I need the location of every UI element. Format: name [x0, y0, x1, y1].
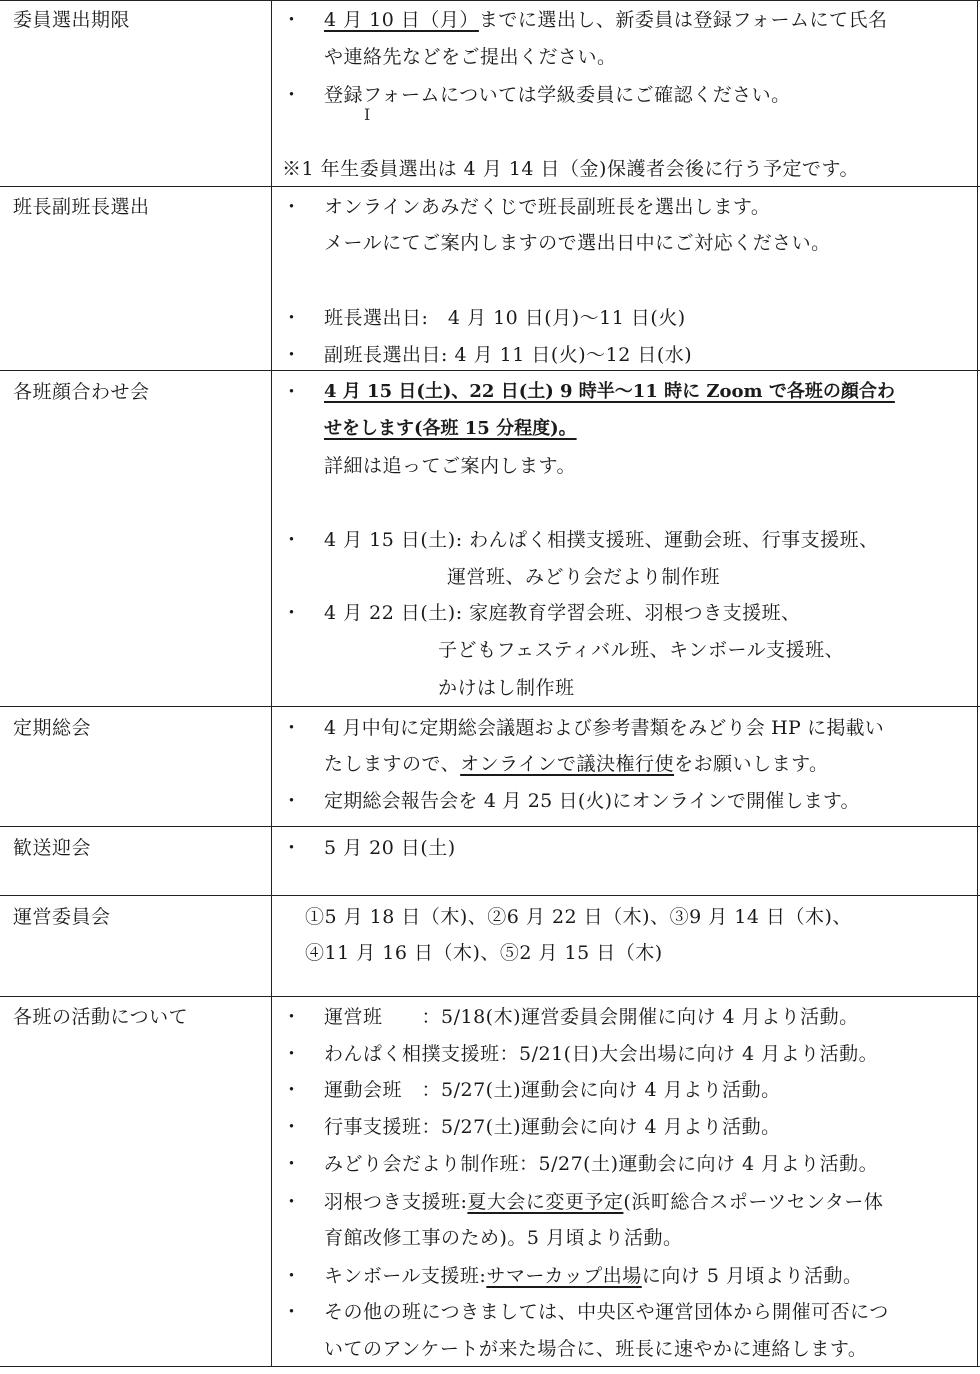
- column-divider: [271, 0, 272, 1366]
- table-border-top: [0, 0, 980, 1]
- katsudo-line4: 行事支援班：5/27(土)運動会に向け 4 月より活動。: [324, 1116, 781, 1138]
- katsudo-line5: みどり会だより制作班：5/27(土)運動会に向け 4 月より活動。: [324, 1153, 879, 1175]
- summer-tournament-change: 夏大会に変更予定: [467, 1191, 624, 1213]
- teiki-line2-c: をお願いします。: [674, 753, 829, 775]
- row-divider: [0, 996, 980, 997]
- kaoawase-line5: 運営班、みどり会だより制作班: [447, 566, 721, 588]
- bullet: ・: [282, 717, 302, 739]
- row-divider: [0, 826, 980, 827]
- hancho-line1: オンラインあみだくじで班長副班長を選出します。: [324, 196, 771, 218]
- text-cursor-icon: I: [364, 105, 371, 124]
- katsudo-line6: [324, 1190, 883, 1214]
- bullet: ・: [282, 1265, 302, 1287]
- teiki-line2-a: たしますので、: [324, 753, 461, 775]
- summer-cup-entry: サマーカップ出場: [486, 1265, 642, 1287]
- bullet: ・: [282, 1079, 302, 1101]
- table-border-bottom: [0, 1366, 980, 1367]
- label-iin-senshutsu: 委員選出期限: [13, 9, 131, 31]
- online-vote: オンラインで議決権行使: [460, 753, 675, 775]
- katsudo-line7: 育館改修工事のため)。5 月頃より活動。: [324, 1227, 683, 1249]
- bullet: ・: [282, 381, 302, 403]
- bullet: ・: [282, 1153, 302, 1175]
- teiki-line3: 定期総会報告会を 4 月 25 日(火)にオンラインで開催します。: [324, 790, 860, 812]
- katsudo-line3: 運動会班 ：5/27(土)運動会に向け 4 月より活動。: [324, 1079, 781, 1101]
- bullet: ・: [282, 1116, 302, 1138]
- bullet: ・: [282, 196, 302, 218]
- label-hancho: 班長副班長選出: [13, 196, 150, 218]
- katsudo-line8: [324, 1264, 862, 1288]
- label-katsudo: 各班の活動について: [13, 1006, 189, 1028]
- bullet: ・: [282, 602, 302, 624]
- row-divider: [0, 706, 980, 707]
- label-kansogei: 歓送迎会: [13, 837, 92, 859]
- hancho-line4: 副班長選出日: 4 月 11 日(火)～12 日(水): [324, 344, 693, 366]
- kaoawase-line8: かけはし制作班: [438, 677, 575, 699]
- katsudo-line6-c: (浜町総合スポーツセンター体: [623, 1191, 884, 1213]
- katsudo-line8-a: キンボール支援班:: [324, 1265, 487, 1287]
- bullet: ・: [282, 307, 302, 329]
- row-divider: [0, 370, 980, 371]
- teiki-line1: 4 月中旬に定期総会議題および参考書類をみどり会 HP に掲載い: [324, 717, 884, 739]
- iin-line1-rest: までに選出し、新委員は登録フォームにて氏名: [478, 9, 888, 31]
- iin-line1: [324, 8, 887, 32]
- kaoawase-line4: 4 月 15 日(土): わんぱく相撲支援班、運動会班、行事支援班、: [324, 529, 879, 551]
- katsudo-line6-a: 羽根つき支援班:: [324, 1191, 468, 1213]
- row-divider: [0, 895, 980, 896]
- bullet: ・: [282, 1191, 302, 1213]
- bullet: ・: [282, 1006, 302, 1028]
- iin-line2: や連絡先などをご提出ください。: [324, 46, 617, 68]
- iin-line3: 登録フォームについては学級委員にご確認ください。: [324, 84, 791, 106]
- kaoawase-line7: 子どもフェスティバル班、キンボール支援班、: [438, 639, 845, 661]
- kaoawase-line6: 4 月 22 日(土): 家庭教育学習会班、羽根つき支援班、: [324, 602, 801, 624]
- bullet: ・: [282, 84, 302, 106]
- bullet: ・: [282, 790, 302, 812]
- unei-line1: ①5 月 18 日（木)、②6 月 22 日（木)、③9 月 14 日（木)、: [305, 906, 852, 928]
- katsudo-line1: 運営班 ：5/18(木)運営委員会開催に向け 4 月より活動。: [324, 1006, 859, 1028]
- kaoawase-line2: せをします(各班 15 分程度)。: [324, 418, 577, 439]
- hancho-line3: 班長選出日: 4 月 10 日(月)～11 日(火): [324, 307, 686, 329]
- table-border-right: [977, 0, 978, 1366]
- bullet: ・: [282, 344, 302, 366]
- row-divider: [0, 186, 980, 187]
- bullet: ・: [282, 9, 302, 31]
- bullet: ・: [282, 1043, 302, 1065]
- bullet: ・: [282, 837, 302, 859]
- deadline-date: 4 月 10 日（月）: [324, 9, 479, 31]
- kaoawase-line1: 4 月 15 日(土)、22 日(土) 9 時半～11 時に Zoom で各班の顔合わ: [324, 381, 895, 402]
- kansogei-line1: 5 月 20 日(土): [324, 837, 456, 859]
- katsudo-line8-c: に向け 5 月頃より活動。: [641, 1265, 863, 1287]
- teiki-line2: [324, 752, 829, 776]
- label-teiki: 定期総会: [13, 717, 92, 739]
- katsudo-line2: わんぱく相撲支援班：5/21(日)大会出場に向け 4 月より活動。: [324, 1043, 879, 1065]
- katsudo-line10: いてのアンケートが来た場合に、班長に速やかに連絡します。: [324, 1338, 868, 1360]
- katsudo-line9: その他の班につきましては、中央区や運営団体から開催可否につ: [324, 1301, 889, 1323]
- label-unei-iinkai: 運営委員会: [13, 906, 111, 928]
- kaoawase-line3: 詳細は追ってご案内します。: [324, 455, 576, 477]
- label-kaoawase: 各班顔合わせ会: [13, 381, 150, 403]
- hancho-line2: メールにてご案内しますので選出日中にご対応ください。: [324, 232, 831, 254]
- iin-note: ※1 年生委員選出は 4 月 14 日（金)保護者会後に行う予定です。: [282, 158, 859, 180]
- bullet: ・: [282, 1301, 302, 1323]
- bullet: ・: [282, 529, 302, 551]
- unei-line2: ④11 月 16 日（木)、⑤2 月 15 日（木): [305, 942, 663, 964]
